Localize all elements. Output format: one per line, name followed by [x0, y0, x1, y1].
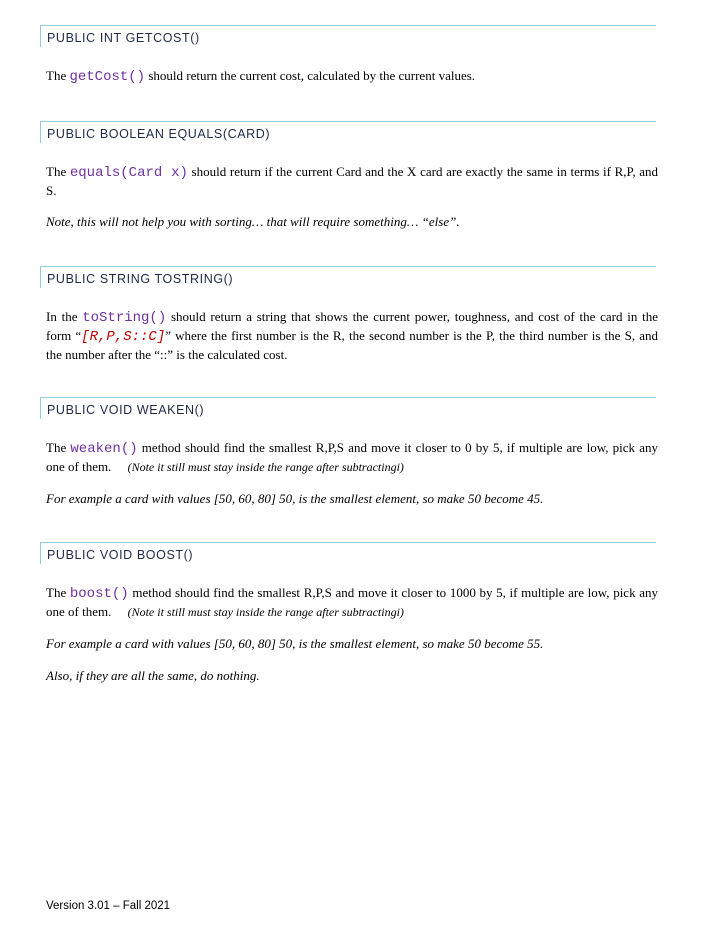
paragraph-getcost	[46, 67, 658, 86]
paragraph-weaken	[46, 439, 658, 476]
code-getcost: getCost()	[69, 69, 146, 85]
note-boost: (Note it still must stay inside the range after subtractingi)	[127, 605, 404, 619]
text: should return a string that shows the current power, toughness, and cost of the card in the form “	[46, 309, 658, 343]
code-boost: boost()	[69, 586, 129, 602]
format-string: [R,P,S::C]	[81, 329, 166, 345]
heading-tostring: PUBLIC STRING TOSTRING()	[40, 266, 656, 288]
text: The	[46, 585, 70, 600]
text: method should find the smallest R,P,S and move it closer to 1000 by 5, if multiple are low, pick any one of them.	[46, 585, 658, 619]
code-weaken: weaken()	[70, 441, 138, 457]
heading-weaken: PUBLIC VOID WEAKEN()	[40, 397, 656, 419]
text: should return if the current Card and the X card are exactly the same in terms if R,P, and S.	[46, 164, 659, 198]
also-boost: Also, if they are all the same, do nothing.	[46, 668, 260, 683]
heading-equals: PUBLIC BOOLEAN EQUALS(CARD)	[40, 121, 656, 143]
heading-boost: PUBLIC VOID BOOST()	[40, 542, 656, 564]
code-tostring: toString()	[82, 310, 167, 326]
example-weaken: For example a card with values [50, 60, 80] 50, is the smallest element, so make 50 become 45.	[46, 491, 544, 506]
code-equals: equals(Card x)	[69, 165, 188, 181]
text: The	[46, 164, 70, 179]
text: The	[46, 68, 70, 83]
paragraph-tostring	[46, 308, 658, 363]
note-equals: Note, this will not help you with sorting… that will require something… “else”.	[46, 214, 460, 229]
text: ” where the first number is the R, the second number is the P, the third number is the S, and the number after the “::” is the calculated cost.	[46, 328, 658, 362]
note-weaken: (Note it still must stay inside the range after subtractingi)	[127, 460, 404, 474]
text: should return the current cost, calculated by the current values.	[145, 68, 476, 83]
text: method should find the smallest R,P,S and move it closer to 0 by 5, if multiple are low, pick any one of them.	[46, 440, 658, 474]
paragraph-boost	[46, 584, 658, 621]
paragraph-equals	[46, 163, 658, 199]
footer-version: Version 3.01 – Fall 2021	[46, 900, 171, 912]
text: In the	[46, 309, 83, 324]
example-boost: For example a card with values [50, 60, 80] 50, is the smallest element, so make 50 become 55.	[46, 636, 544, 651]
text: The	[46, 440, 71, 455]
heading-getcost: PUBLIC INT GETCOST()	[40, 25, 656, 47]
